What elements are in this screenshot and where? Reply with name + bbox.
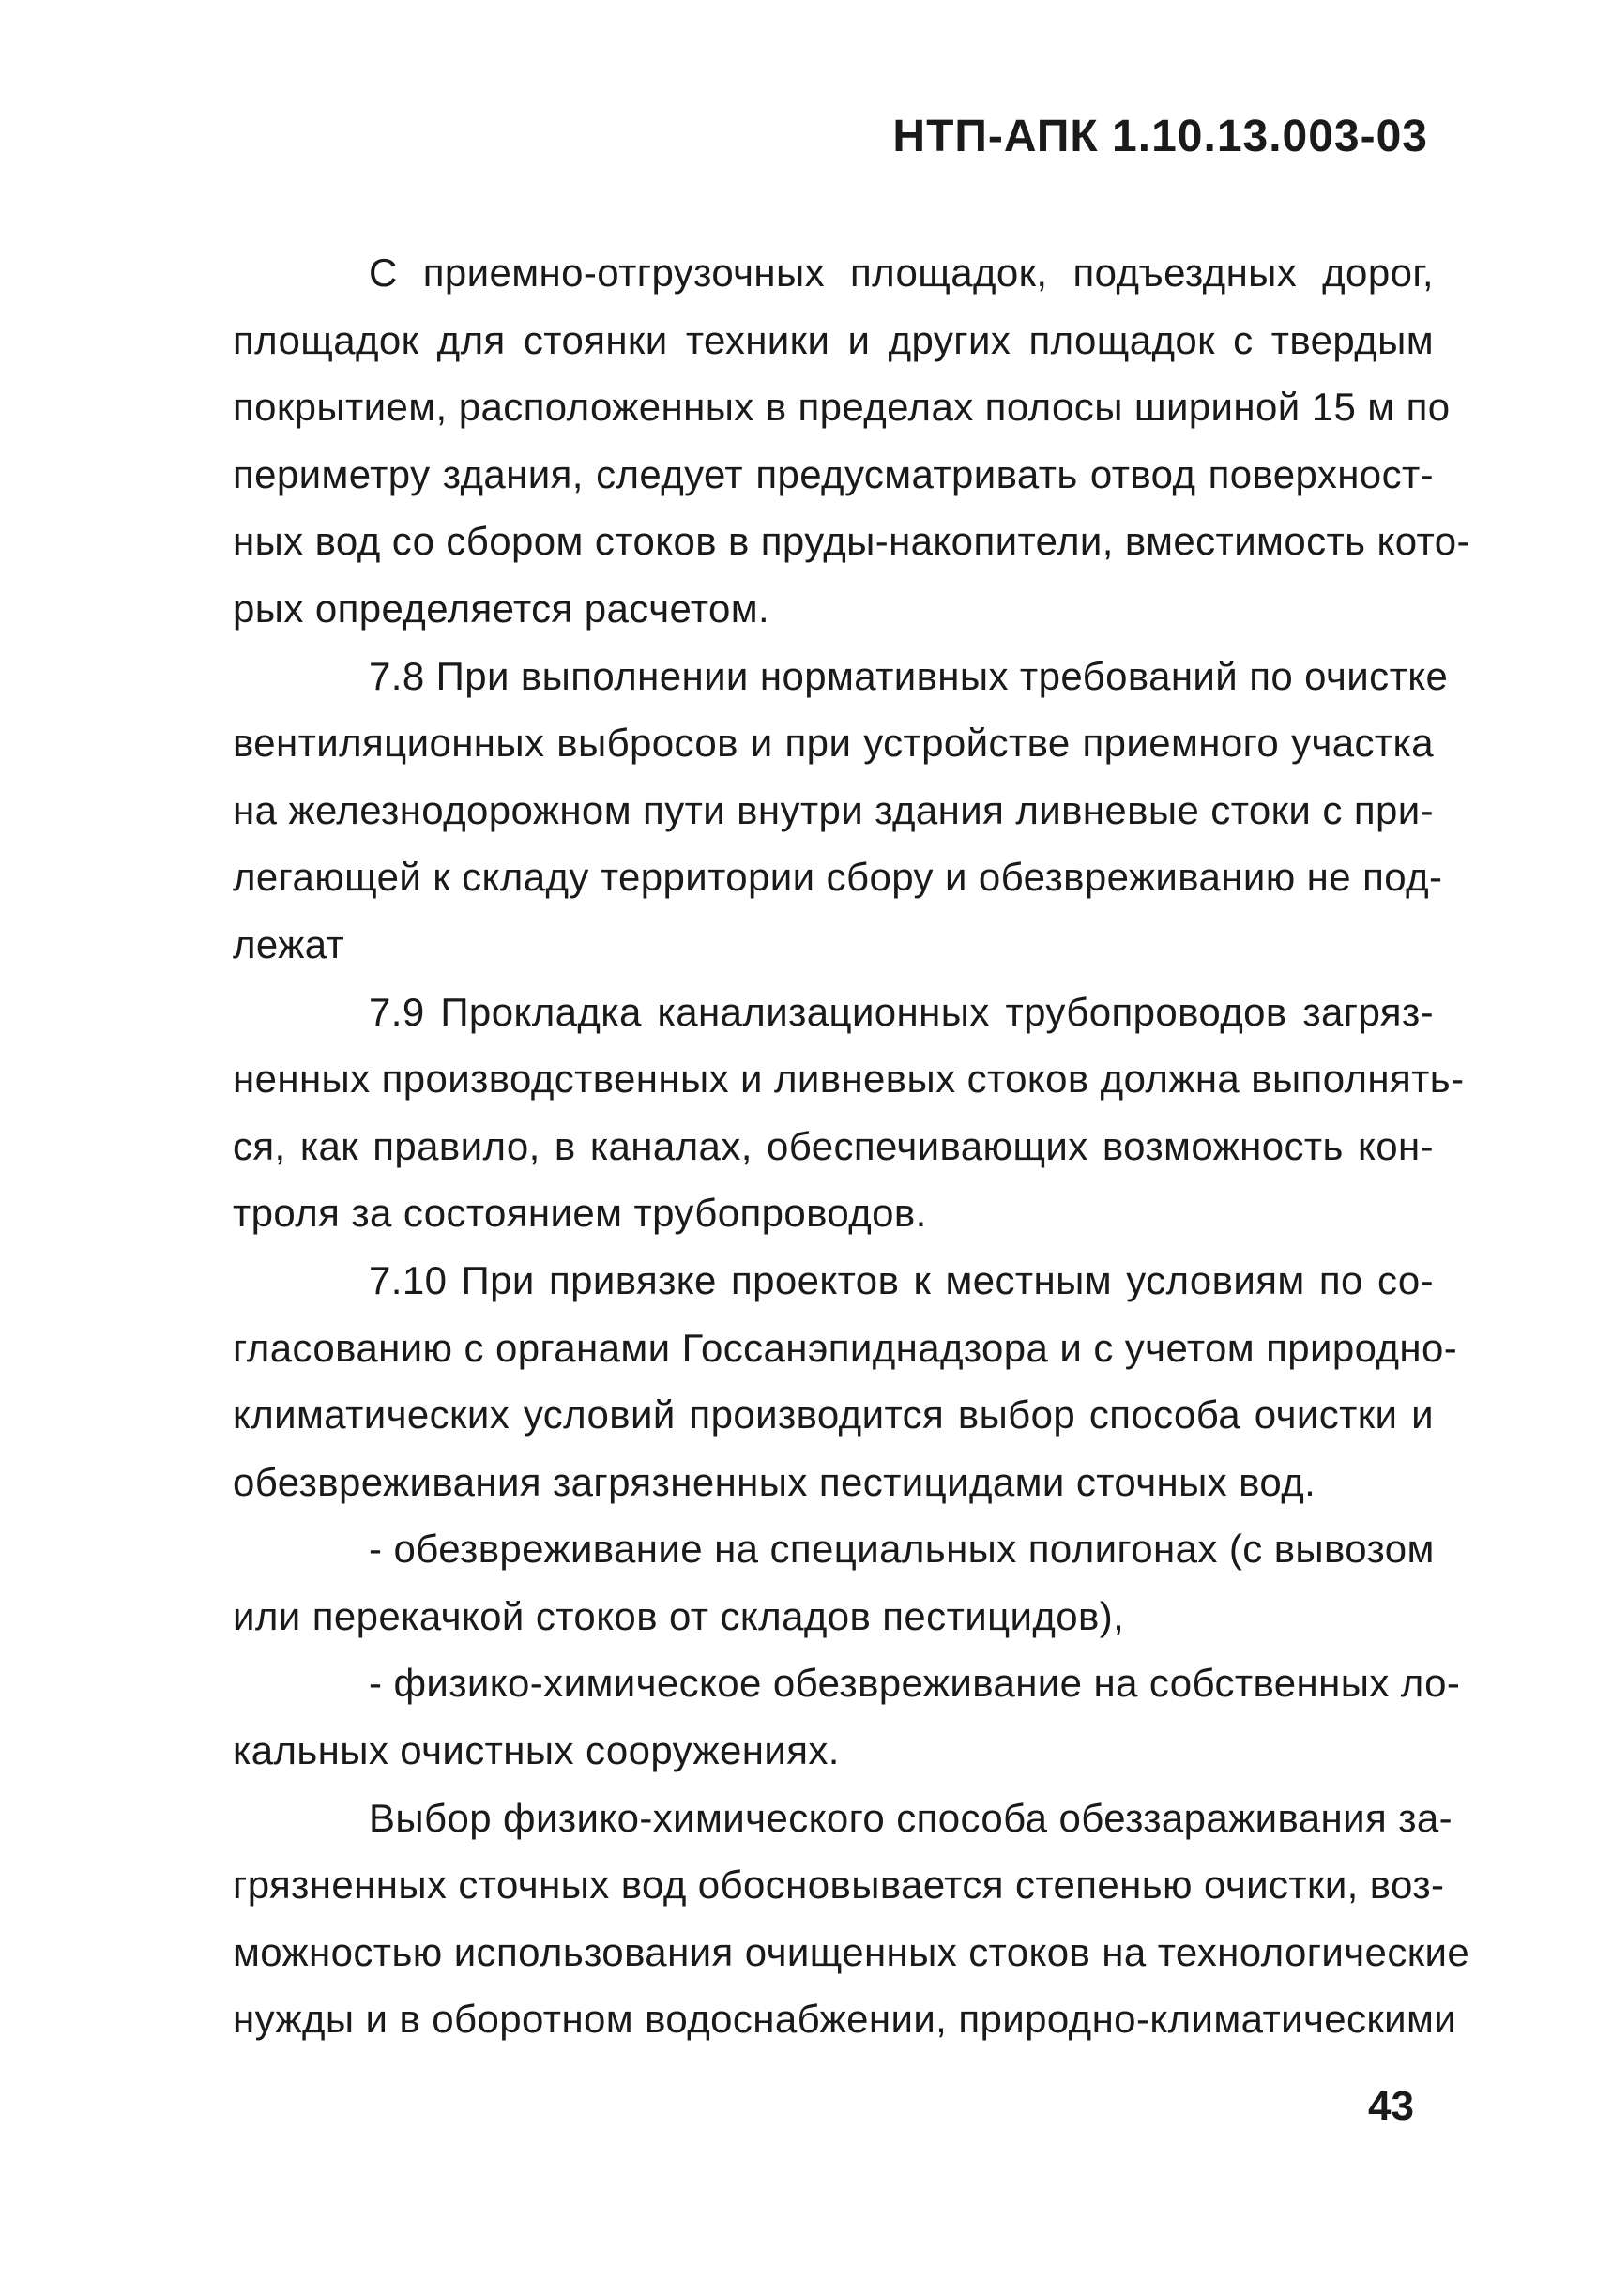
text-line: нужды и в оборотном водоснабжении, природно-климатическими <box>233 1997 1457 2042</box>
text-line: лежат <box>233 921 345 966</box>
text-line: Выбор физико-химического способа обеззараживания за- <box>369 1795 1453 1840</box>
text-line: можностью использования очищенных стоков на технологические <box>233 1929 1470 1974</box>
text-line: ся, как правило, в каналах, обеспечивающих возможность кон- <box>233 1123 1434 1168</box>
text-line: периметру здания, следует предусматривать отвод поверхност- <box>233 451 1434 496</box>
body-text <box>233 239 1470 2053</box>
text-line: кальных очистных сооружениях. <box>233 1728 840 1773</box>
document-code-header: НТП-АПК 1.10.13.003-03 <box>892 112 1428 161</box>
text-line: - обезвреживание на специальных полигонах (с вывозом <box>369 1527 1435 1572</box>
text-line: площадок для стоянки техники и других площадок с твердым <box>233 317 1434 362</box>
text-line: - физико-химическое обезвреживание на собственных ло- <box>369 1661 1461 1706</box>
text-line: обезвреживания загрязненных пестицидами сточных вод. <box>233 1459 1316 1504</box>
text-line: легающей к складу территории сбору и обезвреживанию не под- <box>233 855 1443 900</box>
text-line: грязненных сточных вод обосновывается степенью очистки, воз- <box>233 1863 1445 1908</box>
text-line: на железнодорожном пути внутри здания ливневые стоки с при- <box>233 787 1434 832</box>
text-line: или перекачкой стоков от складов пестицидов), <box>233 1593 1125 1638</box>
text-line: ных вод со сбором стоков в пруды-накопители, вместимость кото- <box>233 519 1470 564</box>
text-line: климатических условий производится выбор способа очистки и <box>233 1392 1434 1437</box>
text-line: рых определяется расчетом. <box>233 585 770 631</box>
page-number: 43 <box>1368 2083 1414 2129</box>
text-line: С приемно-отгрузочных площадок, подъездных дорог, <box>369 251 1434 295</box>
text-line: вентиляционных выбросов и при устройстве приемного участка <box>233 721 1434 766</box>
text-line: ненных производственных и ливневых стоков должна выполнять- <box>233 1057 1465 1102</box>
text-line: 7.9 Прокладка канализационных трубопроводов загряз- <box>369 989 1434 1034</box>
text-line: троля за состоянием трубопроводов. <box>233 1191 927 1236</box>
text-line: 7.10 При привязке проектов к местным условиям по со- <box>369 1257 1434 1302</box>
text-line: покрытием, расположенных в пределах полосы шириной 15 м по <box>233 385 1451 430</box>
text-line: 7.8 При выполнении нормативных требований по очистке <box>369 653 1449 698</box>
text-line: гласованию с органами Госсанэпиднадзора и с учетом природно- <box>233 1325 1458 1370</box>
